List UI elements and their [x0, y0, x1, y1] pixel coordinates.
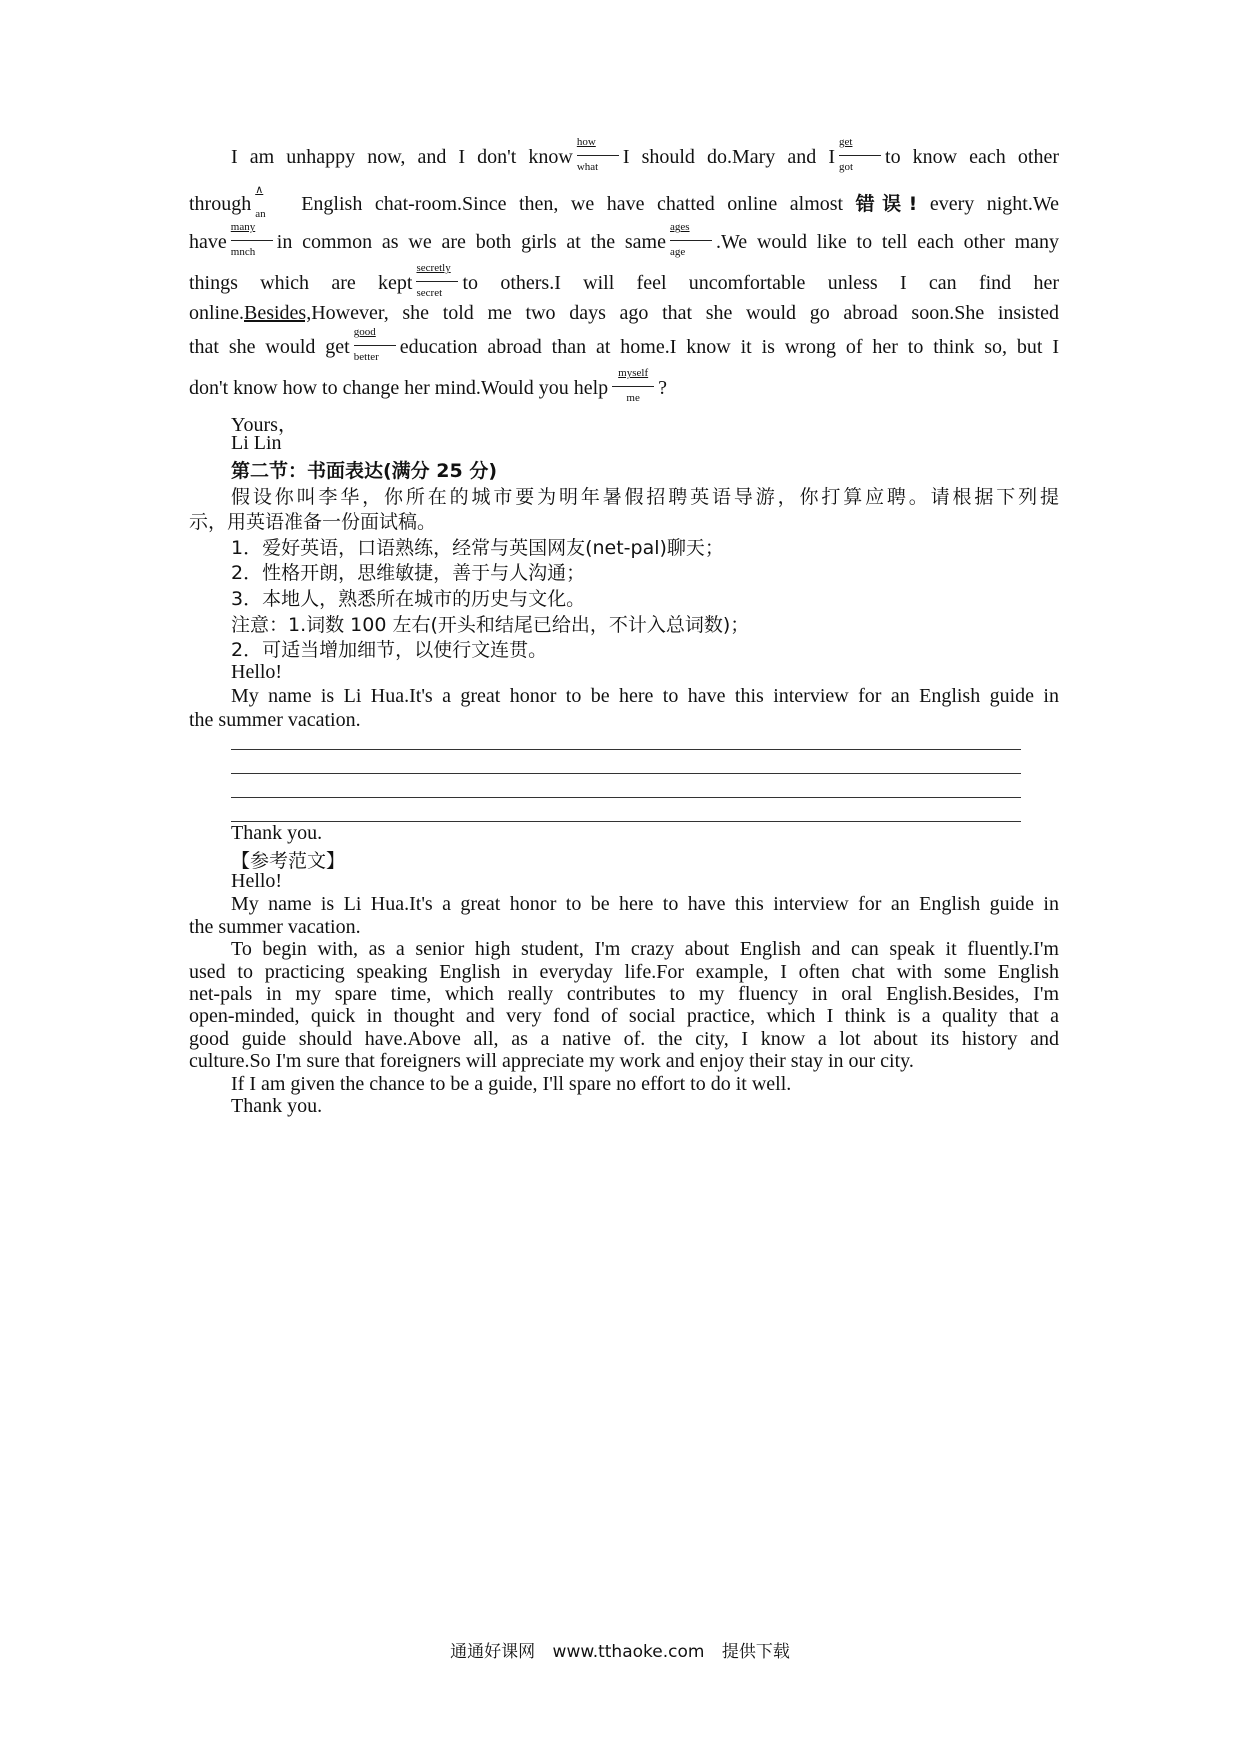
correction-new: how — [576, 136, 596, 149]
sample-body-line: To begin with, as a senior high student, I'm crazy about English and can speak it fluently.I'm — [231, 938, 1059, 960]
error-marker: 错误! — [855, 193, 918, 215]
correction-bar — [416, 281, 458, 282]
prompt-point-1: 1．爱好英语，口语熟练，经常与英国网友(net-pal)聊天； — [231, 537, 724, 559]
sample-conclusion: If I am given the chance to be a guide, I'll spare no effort to do it well. — [231, 1073, 792, 1095]
correction-bar — [839, 155, 881, 156]
prompt-line-1: 假设你叫李华，你所在的城市要为明年暑假招聘英语导游，你打算应聘。请根据下列提 — [231, 486, 1059, 508]
prompt-point-2: 2．性格开朗，思维敏捷，善于与人沟通； — [231, 562, 586, 584]
prompt-note-1: 注意：1.词数 100 左右(开头和结尾已给出，不计入总词数)； — [231, 614, 750, 636]
footer-action: 提供下载 — [721, 1642, 790, 1662]
letter-closing: Yours， — [231, 414, 298, 436]
text: every night.We — [929, 193, 1060, 215]
letter-signature: Li Lin — [231, 432, 282, 454]
correction-mark — [612, 367, 654, 405]
correction-old: secret — [416, 287, 443, 300]
sample-body-line: net-pals in my spare time, which really contributes to my fluency in oral English.Besides, I'm — [189, 983, 1059, 1005]
correction-mark — [576, 136, 619, 174]
answer-line — [231, 797, 1021, 798]
sample-intro-line-2: the summer vacation. — [189, 916, 361, 938]
sample-body-line: used to practicing speaking English in everyday life.For example, I often chat with some English — [189, 961, 1059, 983]
text: education abroad than at home.I know it is wrong of her to think so, but I — [399, 336, 1059, 358]
letter-line-1 — [231, 136, 1059, 174]
text: that she would get — [189, 336, 350, 358]
sample-greeting: Hello! — [231, 870, 283, 892]
correction-mark — [670, 221, 712, 259]
greeting: Hello! — [231, 661, 283, 683]
page-footer — [0, 1637, 1240, 1662]
text: I should do.Mary and I — [622, 146, 836, 168]
inserted-word: Besides, — [244, 302, 312, 324]
correction-old: an — [255, 208, 266, 221]
correction-new: get — [839, 136, 853, 149]
text: However, she told me two days ago that she would go abroad soon.She insisted — [311, 302, 1059, 324]
correction-bar — [612, 386, 654, 387]
correction-old: got — [839, 161, 854, 174]
text: have — [189, 231, 227, 253]
correction-old: mnch — [230, 246, 256, 259]
section-heading: 第二节：书面表达(满分 25 分) — [231, 460, 498, 482]
closing-thanks: Thank you. — [231, 822, 323, 844]
sample-body-line: good guide should have.Above all, as a native of. the city, I know a lot about its history and — [189, 1028, 1059, 1050]
letter-line-2 — [189, 184, 1060, 221]
correction-new: secretly — [416, 262, 451, 275]
correction-bar — [670, 240, 712, 241]
correction-new: myself — [618, 367, 649, 380]
letter-line-6 — [189, 326, 1059, 364]
correction-new: good — [353, 326, 376, 339]
text: I am unhappy now, and I don't know — [231, 146, 573, 168]
correction-mark — [255, 184, 297, 221]
text: .We would like to tell each other many — [716, 231, 1060, 253]
correction-old: better — [353, 351, 379, 364]
correction-bar — [577, 155, 619, 156]
letter-line-7 — [189, 367, 1059, 405]
text: to others.I will feel uncomfortable unless I can find her — [462, 272, 1060, 294]
text: don't know how to change her mind.Would you help — [189, 377, 609, 399]
correction-old: age — [670, 246, 686, 259]
prompt-line-2: 示，用英语准备一份面试稿。 — [189, 511, 437, 533]
text: ? — [658, 377, 668, 399]
intro-line-2: the summer vacation. — [189, 709, 361, 731]
text: things which are kept — [189, 272, 413, 294]
text: English chat-room.Since then, we have chatted online almost — [301, 193, 844, 215]
sample-body-line: culture.So I'm sure that foreigners will appreciate my work and enjoy their stay in our city. — [189, 1050, 914, 1072]
correction-mark — [839, 136, 881, 174]
correction-mark — [230, 221, 273, 259]
text: to know each other — [885, 146, 1059, 168]
correction-new: many — [230, 221, 256, 234]
correction-new: ages — [670, 221, 690, 234]
text: online. — [189, 302, 244, 324]
correction-old: what — [576, 161, 599, 174]
prompt-point-3: 3．本地人，熟悉所在城市的历史与文化。 — [231, 588, 586, 610]
text: through — [189, 193, 252, 215]
intro-line-1: My name is Li Hua.It's a great honor to be here to have this interview for an English guide in — [231, 685, 1059, 707]
sample-heading: 【参考范文】 — [231, 850, 346, 872]
footer-site-name: 通通好课网 — [450, 1642, 536, 1662]
letter-line-3 — [189, 221, 1060, 259]
footer-url[interactable]: www.tthaoke.com — [552, 1642, 705, 1662]
correction-mark — [416, 262, 458, 300]
prompt-note-2: 2．可适当增加细节，以使行文连贯。 — [231, 639, 548, 661]
sample-body-line: open-minded, quick in thought and very fond of social practice, which I think is a quality that a — [189, 1005, 1059, 1027]
text: in common as we are both girls at the same — [276, 231, 666, 253]
letter-line-4 — [189, 262, 1060, 300]
letter-line-5 — [189, 302, 1059, 325]
correction-bar — [354, 345, 396, 346]
correction-mark — [353, 326, 396, 364]
answer-line — [231, 749, 1021, 750]
correction-new: ∧ — [255, 184, 264, 197]
sample-thanks: Thank you. — [231, 1095, 323, 1117]
answer-line — [231, 773, 1021, 774]
sample-intro-line-1: My name is Li Hua.It's a great honor to be here to have this interview for an English guide in — [231, 893, 1059, 915]
correction-old: me — [626, 392, 640, 405]
correction-bar — [231, 240, 273, 241]
